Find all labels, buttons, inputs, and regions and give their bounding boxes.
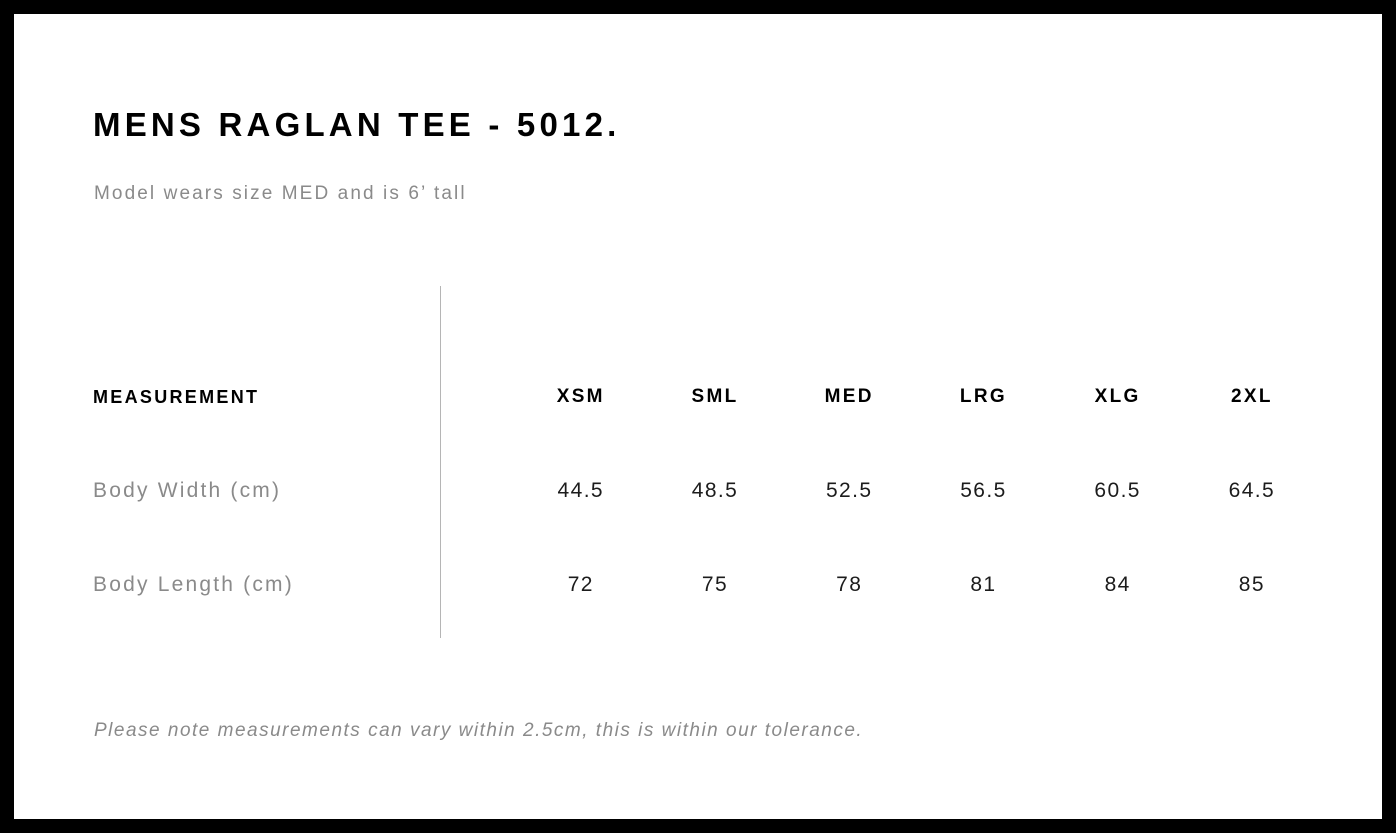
tolerance-note: Please note measurements can vary within 2.5cm, this is within our tolerance.: [94, 720, 864, 741]
row-label-body-length: Body Length (cm): [93, 573, 294, 596]
size-chart-page: [14, 14, 1382, 819]
header-size-lrg: LRG: [959, 386, 1007, 407]
cell-body-length-lrg: 81: [970, 573, 997, 596]
page-title: MENS RAGLAN TEE - 5012.: [93, 106, 621, 143]
header-size-sml: SML: [691, 386, 739, 407]
size-chart-content: [14, 14, 1382, 819]
header-measurement: MEASUREMENT: [93, 386, 260, 407]
cell-body-width-lrg: 56.5: [960, 479, 1007, 502]
cell-body-width-2xl: 64.5: [1228, 479, 1276, 502]
cell-body-width-xlg: 60.5: [1094, 479, 1141, 502]
table-row: [93, 444, 1319, 538]
cell-body-length-med: 78: [836, 573, 863, 596]
header-size-xlg: XLG: [1094, 386, 1141, 407]
size-table: [93, 350, 1319, 632]
cell-body-width-sml: 48.5: [691, 479, 739, 502]
cell-body-length-2xl: 85: [1238, 573, 1265, 596]
table-row: [93, 538, 1319, 632]
header-size-2xl: 2XL: [1231, 386, 1273, 407]
cell-body-length-sml: 75: [701, 573, 729, 596]
cell-body-width-med: 52.5: [825, 479, 873, 502]
model-note: Model wears size MED and is 6’ tall: [94, 183, 467, 204]
cell-body-width-xsm: 44.5: [557, 479, 605, 502]
row-label-body-width: Body Width (cm): [93, 479, 282, 502]
table-header-row: [93, 350, 1319, 444]
header-size-med: MED: [824, 386, 874, 407]
cell-body-length-xsm: 72: [567, 573, 594, 596]
header-size-xsm: XSM: [556, 386, 605, 407]
cell-body-length-xlg: 84: [1104, 573, 1131, 596]
